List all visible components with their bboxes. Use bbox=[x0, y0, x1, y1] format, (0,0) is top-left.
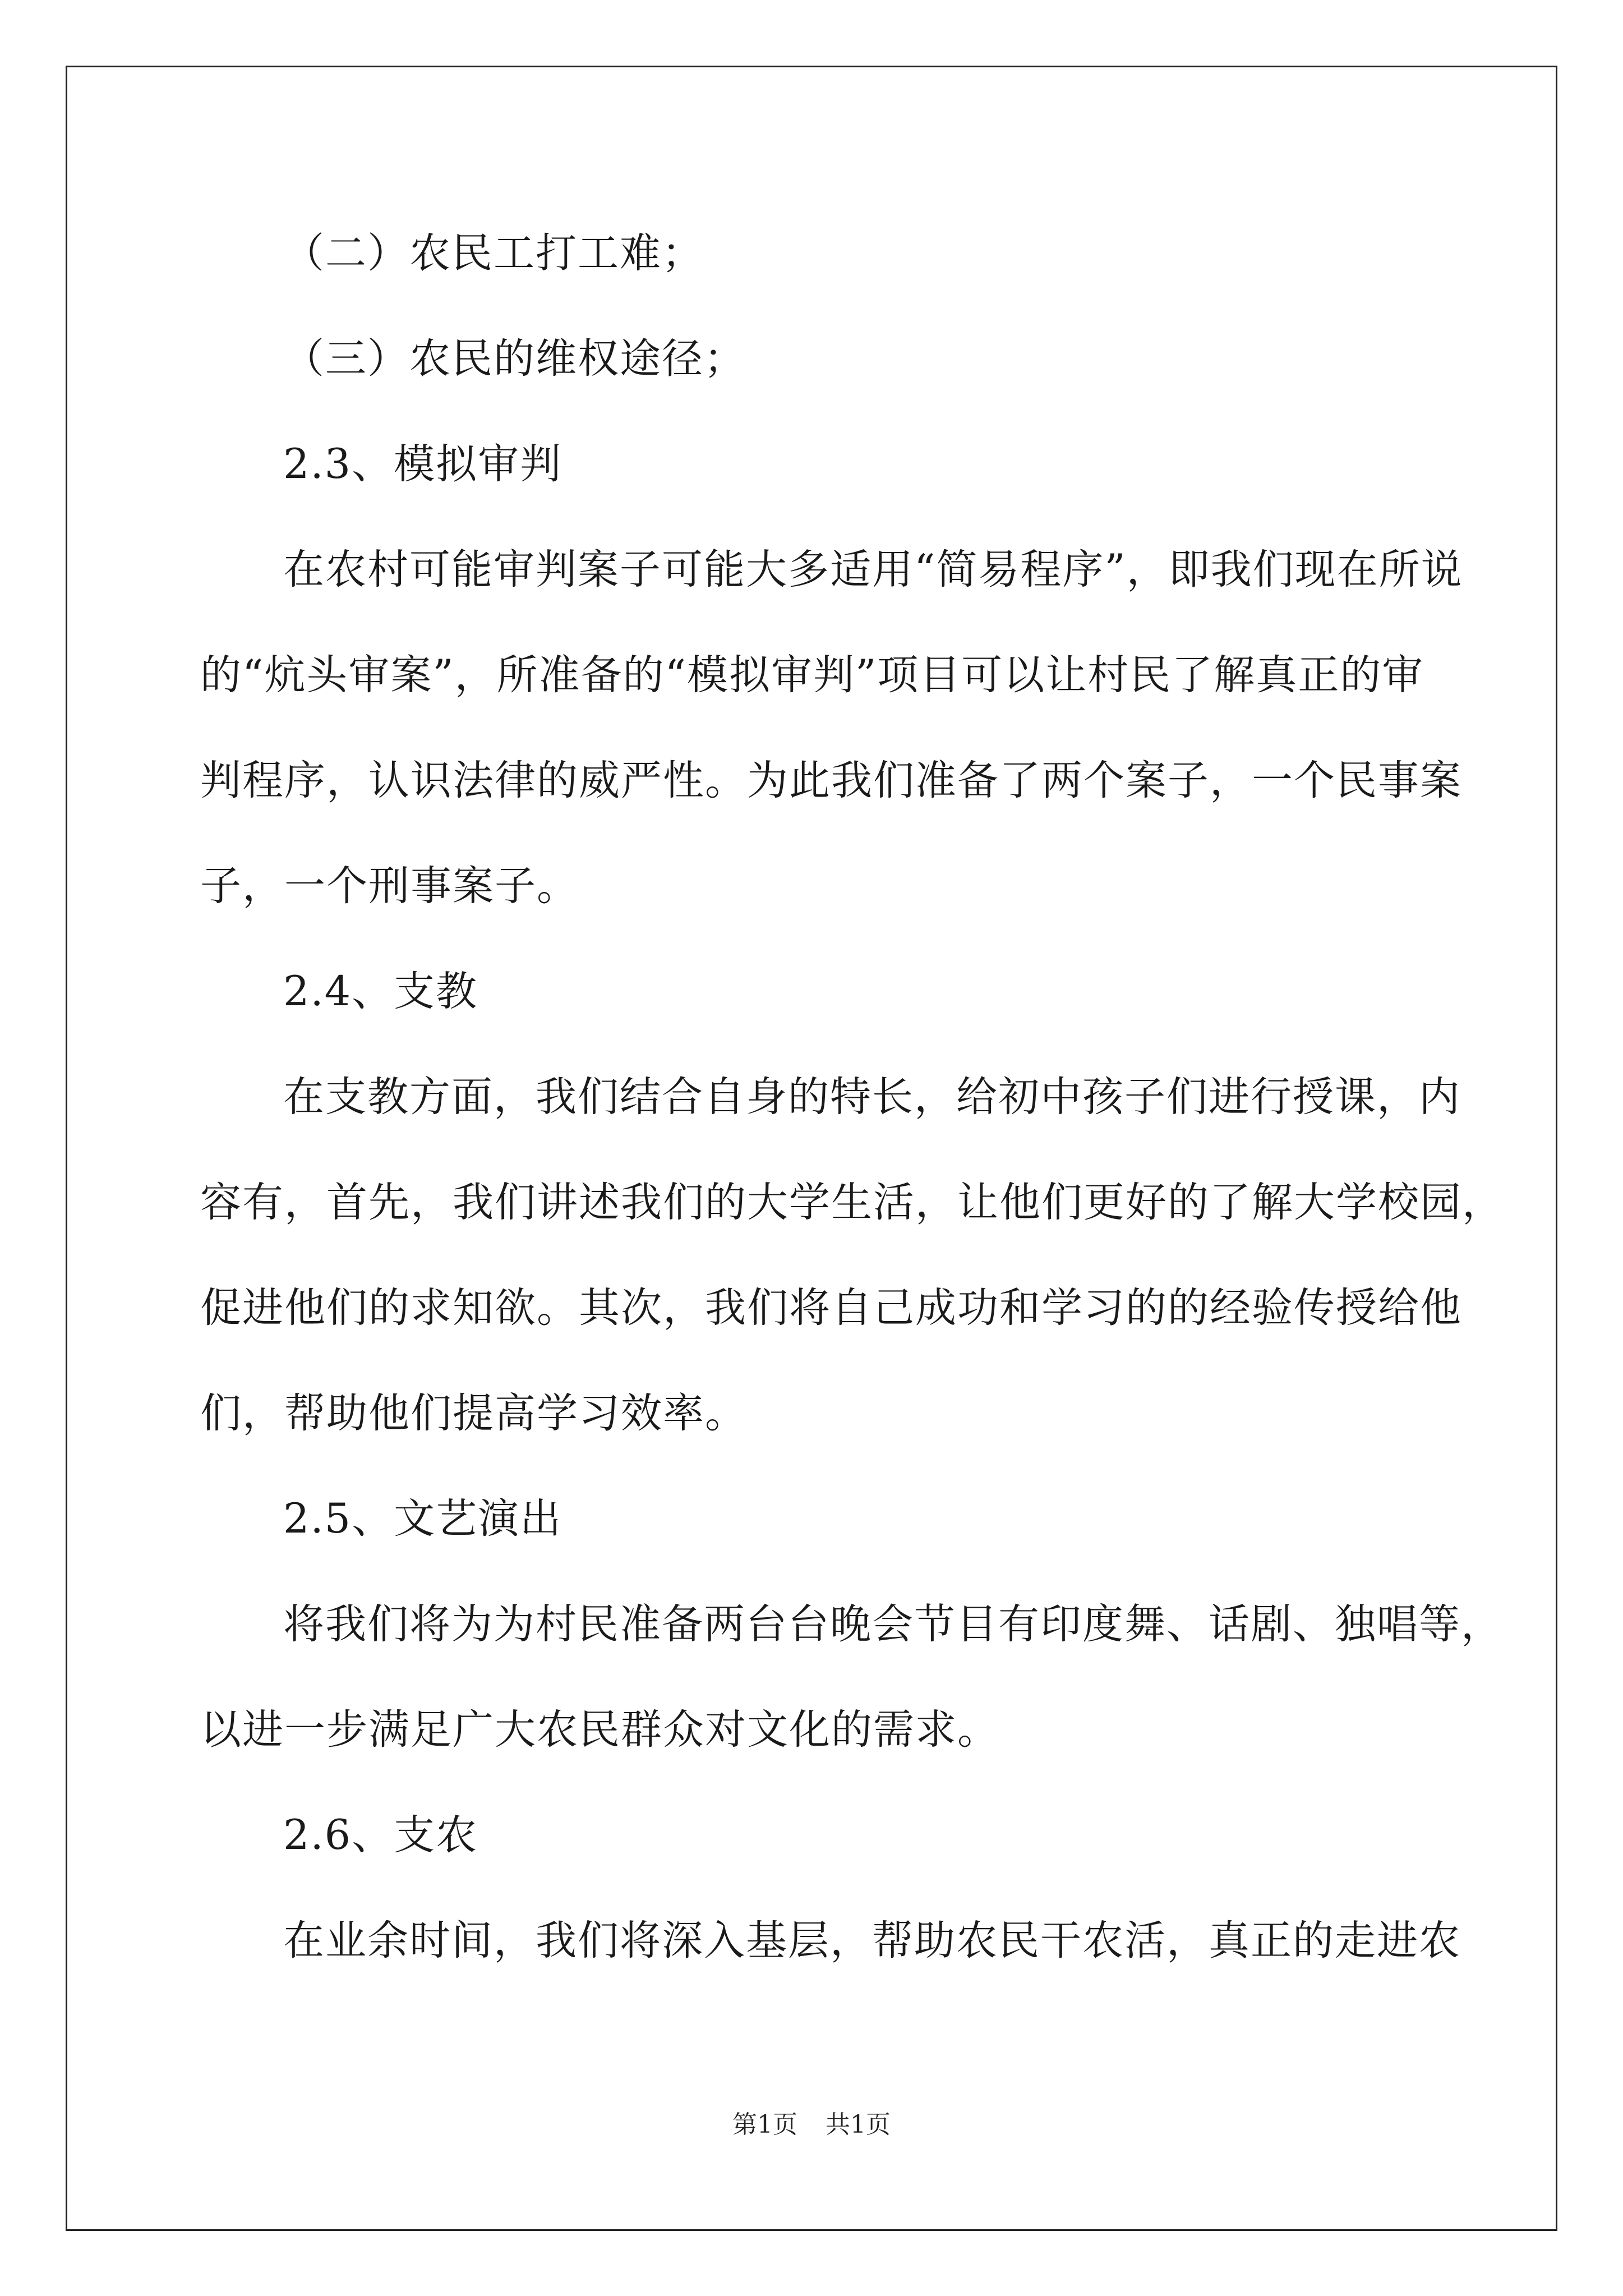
paragraph-line: 判程序，认识法律的威严性。为此我们准备了两个案子，一个民事案 bbox=[200, 757, 1462, 804]
section-heading-2-6: 2.6、支农 bbox=[283, 1811, 478, 1859]
paragraph-line: 在支教方面，我们结合自身的特长，给初中孩子们进行授课，内 bbox=[283, 1073, 1461, 1121]
paragraph-line: 在业余时间，我们将深入基层，帮助农民干农活，真正的走进农 bbox=[283, 1917, 1461, 1964]
page-total: 共1页 bbox=[826, 2110, 891, 2139]
page-footer bbox=[0, 2108, 1623, 2142]
paragraph-line: 以进一步满足广大农民群众对文化的需求。 bbox=[200, 1706, 999, 1754]
section-heading-2-5: 2.5、文艺演出 bbox=[283, 1495, 562, 1543]
page-number: 第1页 bbox=[732, 2110, 797, 2139]
list-item-heading: （三）农民的维权途径； bbox=[283, 335, 746, 383]
paragraph-line: 在农村可能审判案子可能大多适用“简易程序”，即我们现在所说 bbox=[283, 546, 1463, 593]
section-heading-2-4: 2.4、支教 bbox=[283, 968, 478, 1015]
paragraph-line: 将我们将为为村民准备两台台晚会节目有印度舞、话剧、独唱等， bbox=[283, 1600, 1503, 1648]
section-heading-2-3: 2.3、模拟审判 bbox=[283, 440, 562, 488]
document-body bbox=[200, 201, 1504, 1994]
paragraph-line: 们，帮助他们提高学习效率。 bbox=[200, 1389, 747, 1437]
paragraph-line: 容有，首先，我们讲述我们的大学生活，让他们更好的了解大学校园， bbox=[200, 1179, 1504, 1226]
paragraph-line: 子，一个刑事案子。 bbox=[200, 862, 579, 910]
paragraph-line: 促进他们的求知欲。其次，我们将自己成功和学习的的经验传授给他 bbox=[200, 1284, 1462, 1332]
paragraph-line: 的“炕头审案”，所准备的“模拟审判”项目可以让村民了解真正的审 bbox=[200, 651, 1424, 699]
list-item-heading: （二）农民工打工难； bbox=[283, 229, 704, 277]
